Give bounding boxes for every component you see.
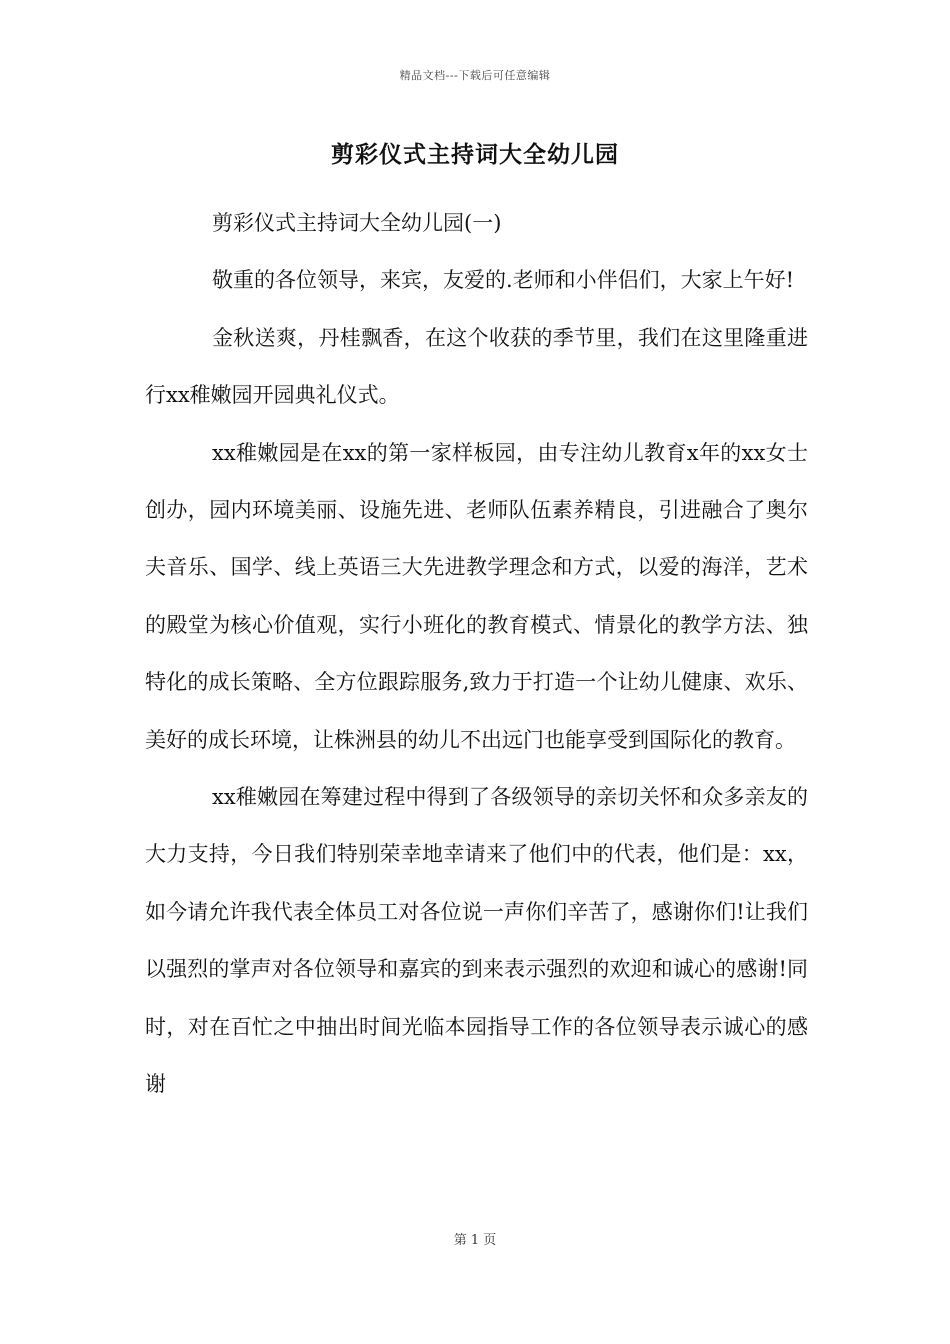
document-body	[145, 195, 808, 1114]
page-number: 第 1 页	[453, 1233, 497, 1248]
paragraph-thanks: xx稚嫩园在筹建过程中得到了各级领导的亲切关怀和众多亲友的大力支持，今日我们特别荣幸地幸请来了他们中的代表，他们是：xx，如今请允许我代表全体员工对各位说一声你们辛苦了，感谢你们!让我们以强烈的掌声对各位领导和嘉宾的到来表示强烈的欢迎和诚心的感谢!同时，对在百忙之中抽出时间光临本园指导工作的各位领导表示诚心的感谢	[145, 785, 808, 1097]
header-note: 精品文档---下载后可任意编辑	[399, 69, 551, 82]
document-title: 剪彩仪式主持词大全幼儿园	[331, 141, 619, 168]
paragraph-opening: 金秋送爽，丹桂飘香，在这个收获的季节里，我们在这里隆重进行xx稚嫩园开园典礼仪式。	[145, 325, 808, 408]
paragraph-introduction: xx稚嫩园是在xx的第一家样板园，由专注幼儿教育x年的xx女士创办，园内环境美丽、设施先进、老师队伍素养精良，引进融合了奥尔夫音乐、国学、线上英语三大先进教学理念和方式，以爱的海洋，艺术的殿堂为核心价值观，实行小班化的教育模式、情景化的教学方法、独特化的成长策略、全方位跟踪服务,致力于打造一个让幼儿健康、欢乐、美好的成长环境，让株洲县的幼儿不出远门也能享受到国际化的教育。	[145, 440, 808, 752]
paragraph-greeting: 敬重的各位领导，来宾，友爱的.老师和小伴侣们，大家上午好!	[212, 268, 795, 293]
section-subtitle: 剪彩仪式主持词大全幼儿园(一)	[212, 211, 502, 235]
